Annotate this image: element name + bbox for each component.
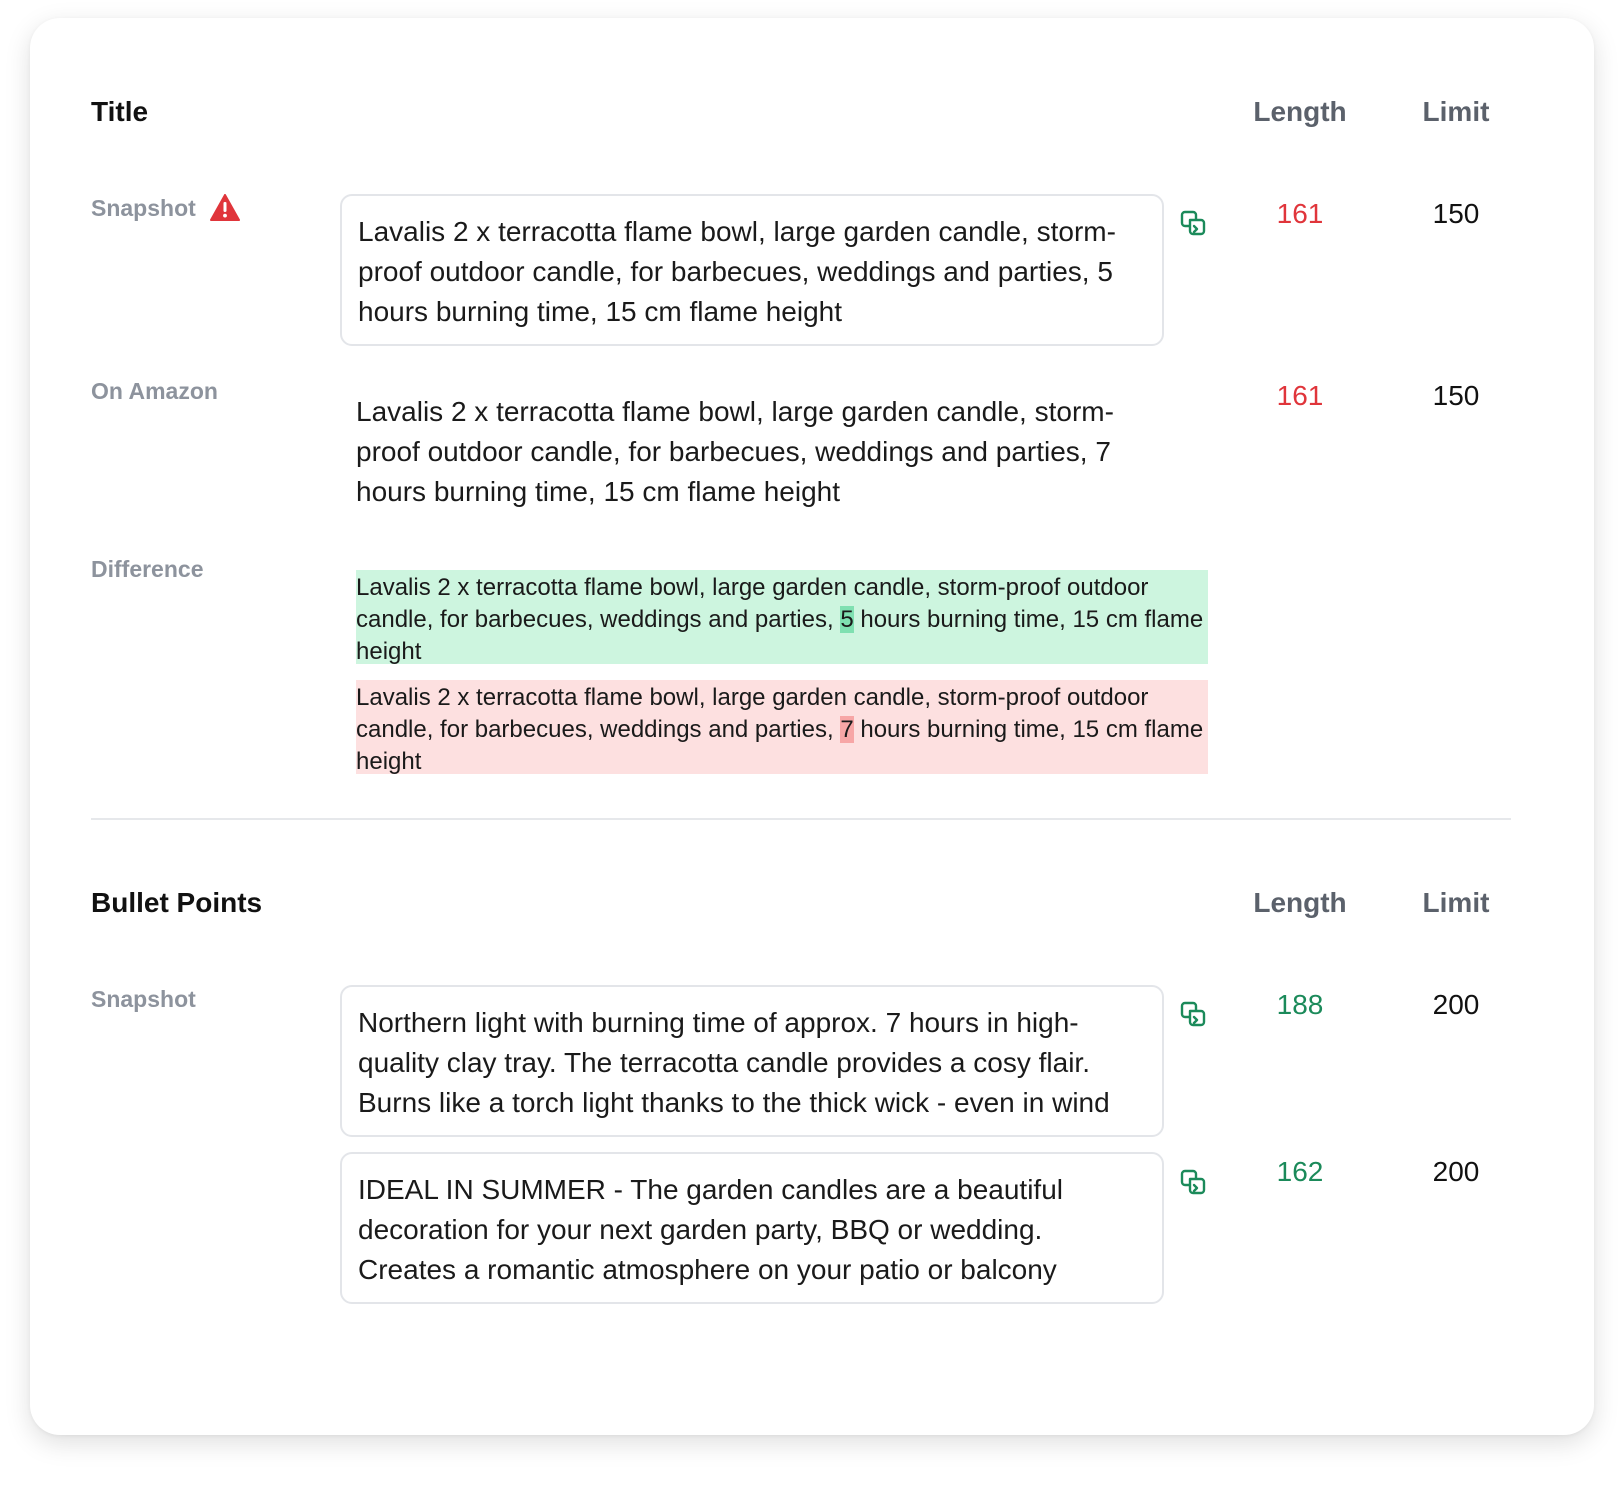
difference-row-label: Difference — [91, 556, 204, 582]
diff-added-text-before: Lavalis 2 x terracotta flame bowl, large garden candle, storm-proof outdoor candle, for barbecues, weddings and parties, — [356, 574, 1149, 633]
diff-removed-text-before: Lavalis 2 x terracotta flame bowl, large garden candle, storm-proof outdoor candle, for barbecues, weddings and parties, — [356, 684, 1149, 743]
limit-column-header: Limit — [1422, 96, 1490, 127]
bullet-1-length: 188 — [1276, 989, 1324, 1020]
section-divider — [91, 818, 1511, 820]
bullet-1-limit: 200 — [1432, 989, 1480, 1020]
diff-added-text-after: hours burning time, 15 cm flame height — [356, 606, 1204, 665]
bullet-snapshot-row-label: Snapshot — [91, 986, 196, 1012]
diff-added-highlight: 5 — [840, 606, 854, 633]
bullet-limit-column-header: Limit — [1422, 887, 1490, 918]
bullet-length-column-header: Length — [1253, 887, 1347, 918]
copy-icon[interactable] — [1178, 999, 1208, 1029]
diff-removed-block — [356, 680, 1208, 774]
title-snapshot-textbox[interactable]: Lavalis 2 x terracotta flame bowl, large garden candle, storm-proof outdoor candle, for barbecues, weddings and parties, 5 hours burning time, 15 cm flame height — [340, 194, 1164, 346]
snapshot-row-label — [91, 194, 240, 222]
on-amazon-row-label: On Amazon — [91, 378, 218, 404]
length-column-header: Length — [1253, 96, 1347, 127]
title-on-amazon-limit: 150 — [1432, 380, 1480, 411]
title-snapshot-limit: 150 — [1432, 198, 1480, 229]
copy-icon[interactable] — [1178, 208, 1208, 238]
diff-added-block — [356, 570, 1208, 664]
bullet-2-limit: 200 — [1432, 1156, 1480, 1187]
copy-icon[interactable] — [1178, 1167, 1208, 1197]
title-on-amazon-length: 161 — [1276, 380, 1324, 411]
title-snapshot-length: 161 — [1276, 198, 1324, 229]
bullet-2-textbox[interactable]: IDEAL IN SUMMER - The garden candles are a beautiful decoration for your next garden party, BBQ or wedding. Creates a romantic atmosphere on your patio or balcony — [340, 1152, 1164, 1304]
bullet-2-length: 162 — [1276, 1156, 1324, 1187]
diff-removed-highlight: 7 — [840, 716, 854, 743]
title-section-heading: Title — [91, 96, 149, 127]
bullet-points-section-heading: Bullet Points — [91, 887, 263, 918]
listing-comparison-card — [30, 18, 1594, 1435]
diff-removed-text-after: hours burning time, 15 cm flame height — [356, 716, 1204, 775]
title-on-amazon-text: Lavalis 2 x terracotta flame bowl, large garden candle, storm-proof outdoor candle, for barbecues, weddings and parties, 7 hours burning time, 15 cm flame height — [356, 396, 1114, 507]
bullet-1-textbox[interactable]: Northern light with burning time of approx. 7 hours in high-quality clay tray. The terracotta candle provides a cosy flair. Burns like a torch light thanks to the thick wick - even in wind — [340, 985, 1164, 1137]
warning-triangle-icon — [210, 194, 240, 222]
snapshot-label-text: Snapshot — [91, 194, 196, 221]
